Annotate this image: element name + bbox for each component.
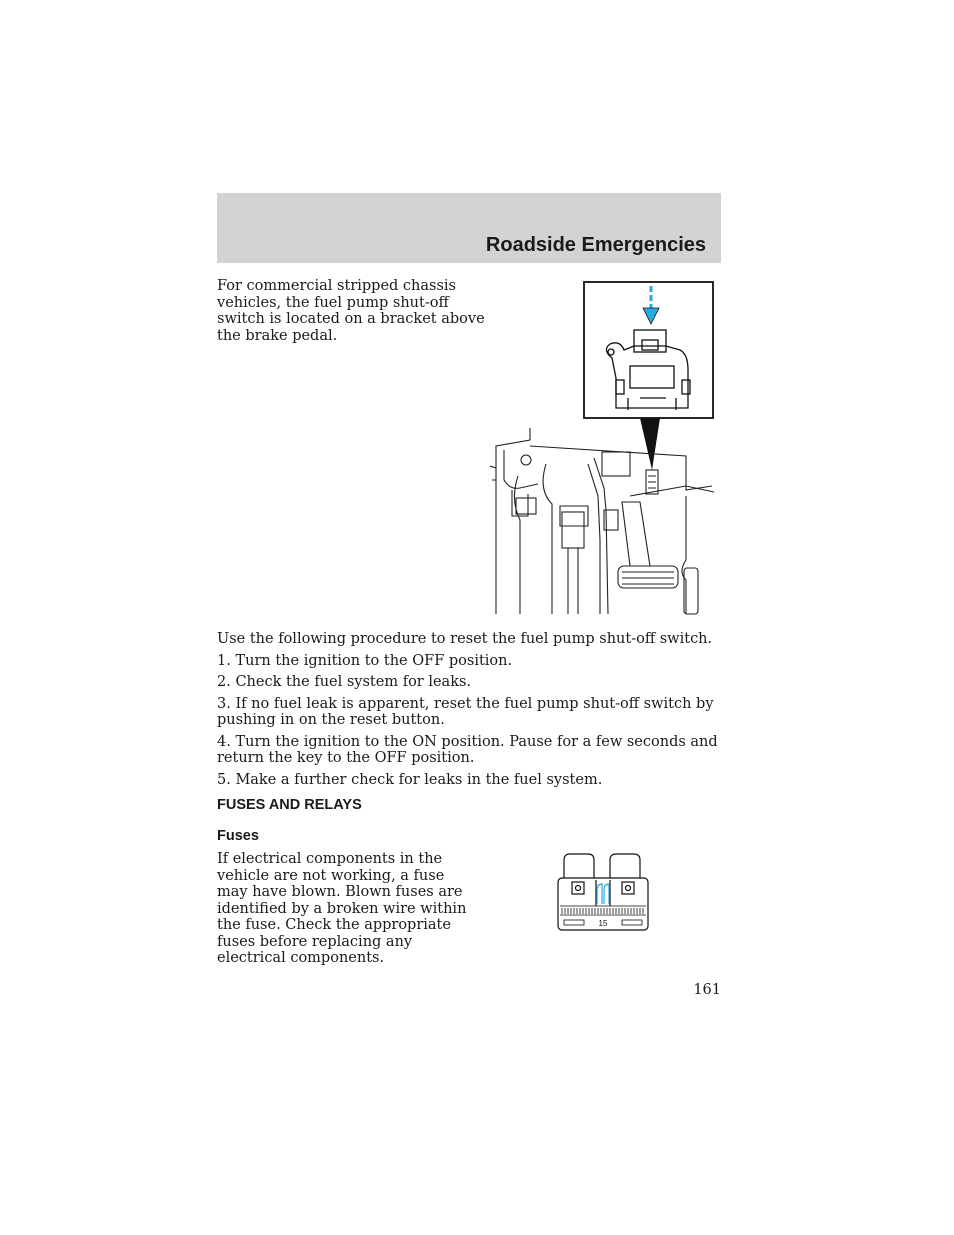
subsection-heading: Fuses <box>217 828 259 844</box>
procedure-step: 5. Make a further check for leaks in the fuel system. <box>217 771 603 788</box>
procedure-step: 1. Turn the ignition to the OFF position. <box>217 652 513 669</box>
header-band <box>217 193 721 263</box>
page-number: 161 <box>693 982 721 998</box>
procedure-lead: Use the following procedure to reset the fuel pump shut-off switch. <box>217 631 713 647</box>
reset-procedure <box>217 631 721 793</box>
procedure-step: 4. Turn the ignition to the ON position. Pause for a few seconds and return the key to the OFF position. <box>217 733 718 766</box>
intro-paragraph: For commercial stripped chassis vehicles, the fuel pump shut-off switch is located on a bracket above the brake pedal. <box>217 278 485 344</box>
pedal-assembly <box>490 428 714 614</box>
section-heading: FUSES AND RELAYS <box>217 797 362 813</box>
pointer-wedge <box>640 418 660 470</box>
fuse-rating-label: 15 <box>598 919 608 928</box>
procedure-step: 2. Check the fuel system for leaks. <box>217 674 472 690</box>
blade-fuse-illustration <box>554 852 652 934</box>
procedure-step: 3. If no fuel leak is apparent, reset the fuel pump shut-off switch by pushing in on the reset button. <box>217 695 714 728</box>
fuel-pump-switch-illustration <box>490 280 722 620</box>
fuses-paragraph: If electrical components in the vehicle are not working, a fuse may have blown. Blown fuses are identified by a broken wire within the fuse. Check the appropriate fuses before replacing any electrical components. <box>217 851 467 966</box>
page-title: Roadside Emergencies <box>485 234 706 256</box>
